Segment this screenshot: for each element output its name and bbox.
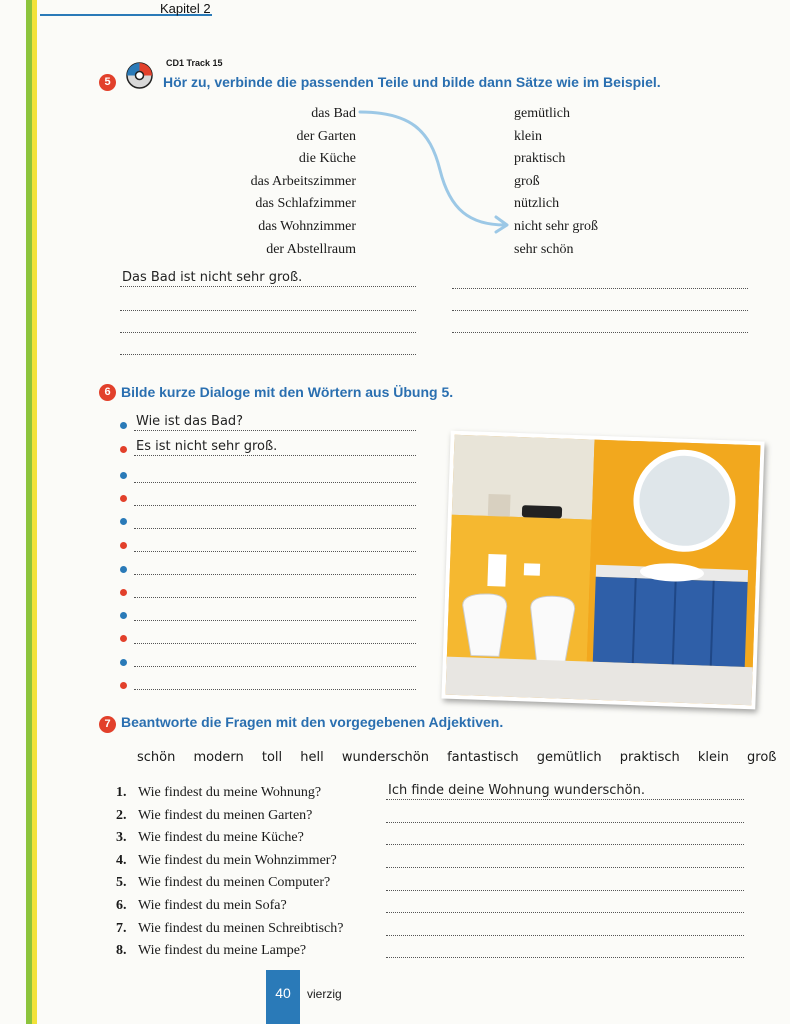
answer-line[interactable] xyxy=(452,314,748,333)
question-list xyxy=(116,782,344,963)
speaker-a-bullet xyxy=(120,518,127,525)
match-left-item[interactable]: das Bad xyxy=(311,106,356,121)
margin-yellow-stripe xyxy=(32,0,37,1024)
dialogue-question: Wie ist das Bad? xyxy=(136,414,244,429)
speaker-b-bullet xyxy=(120,446,127,453)
cd-track-label: CD1 Track 15 xyxy=(166,58,223,68)
speaker-a-bullet xyxy=(120,612,127,619)
dialogue-line[interactable] xyxy=(134,533,416,552)
answer-line[interactable] xyxy=(386,872,744,891)
speaker-a-bullet xyxy=(120,566,127,573)
dialogue-line[interactable] xyxy=(134,510,416,529)
page-number: 40 xyxy=(266,970,300,1024)
match-right-item[interactable]: nützlich xyxy=(514,196,560,212)
example-answer: Ich finde deine Wohnung wunderschön. xyxy=(388,783,645,798)
question-number: 8. xyxy=(116,943,127,959)
match-left-item[interactable]: das Schlafzimmer xyxy=(255,196,356,212)
adjective: wunderschön xyxy=(341,750,429,765)
question-text: Wie findest du mein Wohnzimmer? xyxy=(138,852,337,868)
question-text: Wie findest du meine Wohnung? xyxy=(138,785,322,800)
task-7-title: Beantworte die Fragen mit den vorgegebenen Adjektiven. xyxy=(121,714,504,730)
question-number: 7. xyxy=(116,920,127,936)
speaker-b-bullet xyxy=(120,635,127,642)
question-item xyxy=(116,805,344,828)
dialogue-line[interactable] xyxy=(134,579,416,598)
cd-icon xyxy=(126,62,153,89)
adjective: modern xyxy=(193,750,244,765)
question-text: Wie findest du meinen Garten? xyxy=(138,807,313,823)
speaker-b-bullet xyxy=(120,542,127,549)
question-text: Wie findest du meine Lampe? xyxy=(138,943,307,959)
question-number: 3. xyxy=(116,830,127,846)
answer-line[interactable] xyxy=(386,804,744,823)
bathroom-photo xyxy=(441,431,764,710)
question-item xyxy=(116,827,344,850)
match-left-item[interactable]: das Wohnzimmer xyxy=(258,218,356,234)
task-5-number: 5 xyxy=(99,74,116,91)
question-text: Wie findest du meinen Schreibtisch? xyxy=(138,920,344,936)
question-item xyxy=(116,872,344,895)
answer-line[interactable] xyxy=(452,270,748,289)
page-number-word: vierzig xyxy=(307,987,342,1001)
match-right-item[interactable]: gemütlich xyxy=(514,106,570,121)
answer-line[interactable] xyxy=(120,314,416,333)
question-number: 4. xyxy=(116,852,127,868)
dialogue-line[interactable] xyxy=(134,648,416,667)
speaker-a-bullet xyxy=(120,472,127,479)
dialogue-line[interactable] xyxy=(134,437,416,456)
task-5-title: Hör zu, verbinde die passenden Teile und bilde dann Sätze wie im Beispiel. xyxy=(163,74,661,90)
speaker-b-bullet xyxy=(120,589,127,596)
answer-line[interactable] xyxy=(120,268,416,287)
question-number: 2. xyxy=(116,807,127,823)
chapter-title: Kapitel 2 xyxy=(160,1,211,16)
dialogue-line[interactable] xyxy=(134,464,416,483)
answer-line[interactable] xyxy=(120,336,416,355)
match-left-item[interactable]: der Abstellraum xyxy=(266,241,356,257)
match-right-item[interactable]: klein xyxy=(514,128,542,144)
example-connection-arrow xyxy=(350,100,520,240)
adjective: groß xyxy=(747,750,777,765)
adjective: klein xyxy=(697,750,729,765)
speaker-a-bullet xyxy=(120,659,127,666)
answer-line[interactable] xyxy=(386,781,744,800)
task-6-number: 6 xyxy=(99,384,116,401)
dialogue-line[interactable] xyxy=(134,556,416,575)
speaker-b-bullet xyxy=(120,495,127,502)
answer-line[interactable] xyxy=(386,849,744,868)
example-sentence: Das Bad ist nicht sehr groß. xyxy=(122,270,303,285)
adjective: hell xyxy=(300,750,324,765)
match-right-column xyxy=(514,103,598,261)
adjective: gemütlich xyxy=(536,750,602,765)
dialogue-line[interactable] xyxy=(134,671,416,690)
question-item xyxy=(116,940,344,963)
answer-line[interactable] xyxy=(452,292,748,311)
speaker-a-bullet xyxy=(120,422,127,429)
match-left-item[interactable]: das Arbeitszimmer xyxy=(250,173,356,189)
question-number: 6. xyxy=(116,897,127,913)
adjective: toll xyxy=(261,750,283,765)
question-item xyxy=(116,850,344,873)
match-right-item[interactable]: praktisch xyxy=(514,151,566,167)
task-6-title: Bilde kurze Dialoge mit den Wörtern aus Übung 5. xyxy=(121,384,454,400)
question-text: Wie findest du mein Sofa? xyxy=(138,897,287,913)
question-number: 1. xyxy=(116,785,127,800)
adjective: schön xyxy=(137,750,176,765)
dialogue-line[interactable] xyxy=(134,412,416,431)
question-item xyxy=(116,895,344,918)
answer-line[interactable] xyxy=(386,894,744,913)
match-left-item[interactable]: der Garten xyxy=(296,128,356,144)
match-left-item[interactable]: die Küche xyxy=(298,151,356,167)
question-text: Wie findest du meine Küche? xyxy=(138,830,304,846)
adjective-word-bank xyxy=(137,750,790,765)
adjective: praktisch xyxy=(619,750,680,765)
answer-line[interactable] xyxy=(386,917,744,936)
answer-line[interactable] xyxy=(386,826,744,845)
dialogue-line[interactable] xyxy=(134,602,416,621)
speaker-b-bullet xyxy=(120,682,127,689)
answer-line[interactable] xyxy=(120,292,416,311)
match-right-item[interactable]: groß xyxy=(514,173,540,189)
match-right-item[interactable]: nicht sehr groß xyxy=(514,218,598,234)
dialogue-line[interactable] xyxy=(134,487,416,506)
question-item xyxy=(116,918,344,941)
task-7-number: 7 xyxy=(99,716,116,733)
answer-line[interactable] xyxy=(386,939,744,958)
dialogue-answer: Es ist nicht sehr groß. xyxy=(136,439,278,454)
adjective: fantastisch xyxy=(447,750,519,765)
match-left-column xyxy=(251,103,356,261)
question-item xyxy=(116,782,344,805)
question-number: 5. xyxy=(116,875,127,891)
question-text: Wie findest du meinen Computer? xyxy=(138,875,331,891)
match-right-item[interactable]: sehr schön xyxy=(514,241,574,257)
dialogue-line[interactable] xyxy=(134,625,416,644)
